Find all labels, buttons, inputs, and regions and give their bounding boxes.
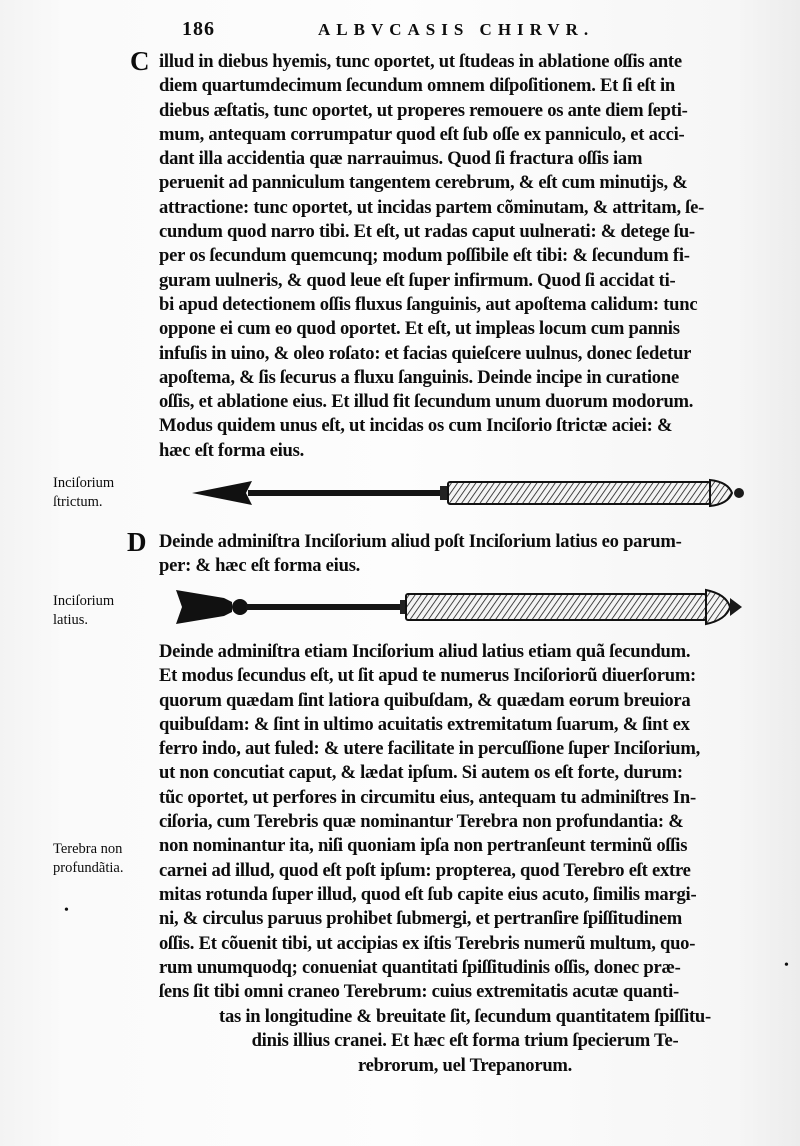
text-line: mitas rotunda ſuper illud, quod eſt ſub capite eius acuto, ſimilis margi-	[159, 883, 697, 905]
text-line: dant illa accidentia quæ narrauimus. Quod ſi fractura oſſis iam	[159, 148, 643, 170]
text-line: hæc eſt forma eius.	[159, 439, 304, 461]
text-line: attractione: tunc oportet, ut incidas partem cõminutam, & attritam, ſe-	[159, 196, 705, 218]
text-line: diebus æſtatis, tunc oportet, ut properes remouere os ante diem ſepti-	[159, 99, 688, 121]
running-title: ALBVCASIS CHIRVR.	[318, 20, 595, 39]
incisorium-latius-illustration	[172, 584, 752, 632]
margin-note-terebra	[53, 840, 123, 878]
text-line: infuſis in uino, & oleo roſato: et facias quieſcere uulnus, donec ſedetur	[159, 342, 692, 364]
text-line: non nominantur ita, niſi quoniam ipſa non pertranſeunt terminũ oſſis	[159, 835, 688, 857]
text-line: illud in diebus hyemis, tunc oportet, ut ſtudeas in ablatione oſſis ante	[159, 51, 682, 72]
paragraph-main	[159, 640, 700, 1004]
paragraph-c	[159, 50, 704, 463]
text-line: ſens ſit tibi omni craneo Terebrum: cuius extremitatis acutæ quanti-	[159, 981, 679, 1003]
text-line: rum unumquodq; conueniat quantitati ſpiſſitudinis oſſis, donec præ-	[159, 956, 681, 978]
text-line: Deinde adminiſtra etiam Inciſorium aliud latius etiam quã ſecundum.	[159, 641, 691, 662]
text-line: cundum quod narro tibi. Et eſt, ut radas caput uulnerati: & detege ſu-	[159, 221, 695, 243]
text-line: carnei ad illud, quod eſt poſt ipſum: propterea, quod Terebro eſt extre	[159, 859, 691, 881]
text-line: quibuſdam: & ſint in ultimo acuitatis extremitatum ſuarum, & ſint ex	[159, 713, 690, 735]
text-line: ciſoria, cum Terebris quæ nominantur Terebra non profundantia: &	[159, 811, 684, 833]
margin-note-line: Inciſorium	[53, 593, 115, 609]
text-line: ni, & circulus paruus prohibet ſubmergi, et pertranſire ſpiſſitudinem	[159, 908, 683, 930]
text-line: ferro indo, aut fuled: & utere facilitate in percuſſione ſuper Inciſorium,	[159, 738, 700, 760]
text-line: Et modus ſecundus eſt, ut ſit apud te numerus Inciſoriorũ diuerſorum:	[159, 665, 696, 687]
text-line: oſſis. Et cõuenit tibi, ut accipias ex iſtis Terebris numerũ multum, quo-	[159, 932, 696, 954]
text-line: guram uulneris, & quod leue eſt ſuper infirmum. Quod ſi accidat ti-	[159, 269, 676, 291]
paragraph-closing	[159, 1005, 771, 1078]
section-letter-c: C	[130, 46, 150, 76]
text-line: Deinde adminiſtra Inciſorium aliud poſt Inciſorium latius eo parum-	[159, 531, 682, 552]
margin-note-line: latius.	[53, 612, 89, 628]
text-line: oſſis, et ablatione eius. Et illud fit ſecundum unum duorum modorum.	[159, 391, 694, 413]
text-line: mum, antequam corrumpatur quod eſt ſub oſſe ex panniculo, et acci-	[159, 123, 685, 145]
incisorium-strictum-illustration	[190, 472, 750, 516]
margin-note-line: Terebra non	[53, 841, 123, 857]
margin-dot: •	[64, 903, 69, 918]
paragraph-d	[159, 530, 682, 579]
text-line: dinis illius cranei. Et hæc eſt forma trium ſpecierum Te-	[251, 1030, 679, 1052]
text-line: tas in longitudine & breuitate ſit, ſecundum quantitatem ſpiſſitu-	[219, 1006, 711, 1027]
text-line: bi apud detectionem oſſis fluxus ſanguinis, aut apoſtema calidum: tunc	[159, 293, 698, 315]
text-line: per os ſecundum quemcunq; modum poſſibile eſt tibi: & ſecundum fi-	[159, 245, 690, 267]
margin-note-line: ſtrictum.	[53, 494, 103, 510]
text-line: diem quartumdecimum ſecundum omnem diſpoſitionem. Et ſi eſt in	[159, 75, 675, 97]
margin-note-line: profundãtia.	[53, 860, 124, 876]
margin-dot: •	[784, 958, 789, 973]
text-line: apoſtema, & ſis ſecurus a fluxu ſanguinis. Deinde incipe in curatione	[159, 366, 679, 388]
margin-note-incisorium-latius	[53, 592, 114, 630]
page-number: 186	[182, 18, 215, 40]
margin-note-line: Inciſorium	[53, 475, 115, 491]
text-line: rebrorum, uel Trepanorum.	[357, 1054, 573, 1076]
text-line: per: & hæc eſt forma eius.	[159, 555, 361, 577]
text-line: Modus quidem unus eſt, ut incidas os cum Inciſorio ſtrictæ aciei: &	[159, 415, 673, 437]
text-line: ut non concutiat caput, & lædat ipſum. Si autem os eſt forte, durum:	[159, 762, 683, 784]
margin-note-incisorium-strictum	[53, 474, 114, 512]
text-line: peruenit ad panniculum tangentem cerebrum, & eſt cum minutijs, &	[159, 172, 688, 194]
text-line: tũc oportet, ut perfores in circumitu eius, antequam tu adminiſtres In-	[159, 786, 696, 808]
section-letter-d: D	[127, 527, 147, 557]
text-line: quorum quædam ſint latiora quibuſdam, & quædam eorum breuiora	[159, 689, 691, 711]
text-line: oppone ei cum eo quod oportet. Et eſt, ut impleas locum cum pannis	[159, 318, 680, 340]
